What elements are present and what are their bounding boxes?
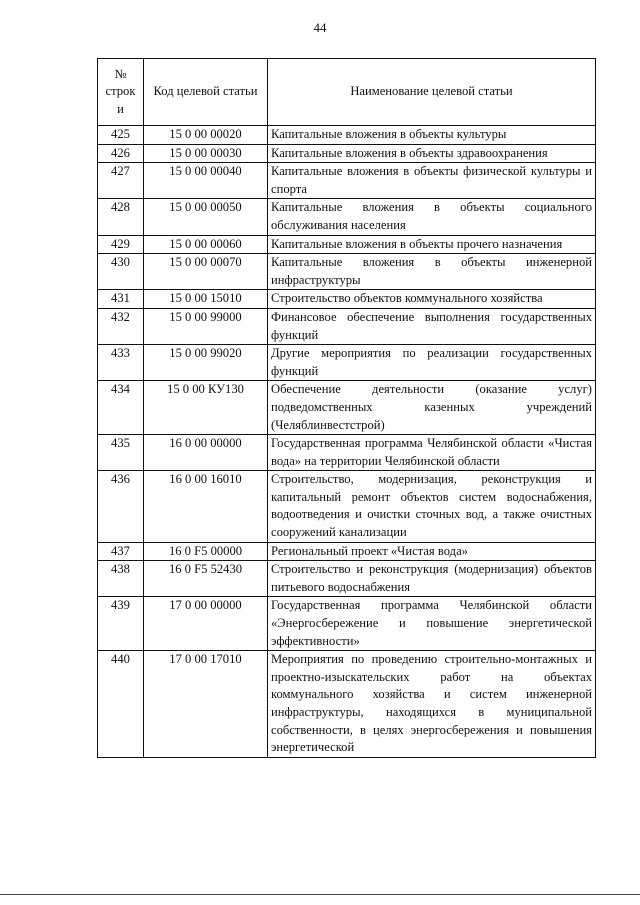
row-number-cell: 434 [98, 381, 144, 435]
row-number-cell: 427 [98, 163, 144, 199]
table-row [98, 144, 596, 163]
name-cell: Капитальные вложения в объекты культуры [268, 126, 596, 145]
code-cell: 15 0 00 КУ130 [144, 381, 268, 435]
name-cell: Капитальные вложения в объекты прочего назначения [268, 235, 596, 254]
table-row [98, 381, 596, 435]
row-number-cell: 435 [98, 435, 144, 471]
table-row [98, 651, 596, 758]
header-name: Наименование целевой статьи [268, 59, 596, 126]
name-cell: Государственная программа Челябинской области «Чистая вода» на территории Челябинской области [268, 435, 596, 471]
row-number-cell: 432 [98, 308, 144, 344]
table-row [98, 199, 596, 235]
name-cell: Капитальные вложения в объекты здравоохранения [268, 144, 596, 163]
row-number-cell: 425 [98, 126, 144, 145]
page-number: 44 [313, 20, 327, 35]
code-cell: 15 0 00 00030 [144, 144, 268, 163]
code-cell: 17 0 00 00000 [144, 597, 268, 651]
table-row [98, 471, 596, 542]
header-row-number: № строк и [98, 59, 144, 126]
name-cell: Строительство объектов коммунального хозяйства [268, 290, 596, 309]
table-row [98, 163, 596, 199]
header-code: Код целевой статьи [144, 59, 268, 126]
name-cell: Капитальные вложения в объекты социального обслуживания населения [268, 199, 596, 235]
name-cell: Строительство и реконструкция (модернизация) объектов питьевого водоснабжения [268, 561, 596, 597]
row-number-cell: 439 [98, 597, 144, 651]
row-number-cell: 430 [98, 254, 144, 290]
table-row [98, 290, 596, 309]
code-cell: 15 0 00 99000 [144, 308, 268, 344]
table-row [98, 345, 596, 381]
code-cell: 15 0 00 00020 [144, 126, 268, 145]
row-number-cell: 440 [98, 651, 144, 758]
name-cell: Строительство, модернизация, реконструкция и капитальный ремонт объектов систем водоснабжения, водоотведения и очистки сточных вод, а также очистных сооружений канализации [268, 471, 596, 542]
name-cell: Капитальные вложения в объекты физической культуры и спорта [268, 163, 596, 199]
name-cell: Мероприятия по проведению строительно-монтажных и проектно-изыскательских работ на объектах коммунального хозяйства и систем инженерной инфраструктуры, находящихся в муниципальной собственности, в целях энергосбережения и повышения энергетической [268, 651, 596, 758]
row-number-cell: 436 [98, 471, 144, 542]
row-number-cell: 433 [98, 345, 144, 381]
code-cell: 16 0 F5 00000 [144, 542, 268, 561]
table-row [98, 561, 596, 597]
code-cell: 15 0 00 00040 [144, 163, 268, 199]
table-row [98, 435, 596, 471]
code-cell: 15 0 00 00060 [144, 235, 268, 254]
row-number-cell: 431 [98, 290, 144, 309]
code-cell: 15 0 00 99020 [144, 345, 268, 381]
row-number-cell: 429 [98, 235, 144, 254]
name-cell: Обеспечение деятельности (оказание услуг) подведомственных казенных учреждений (Челяблинвестстрой) [268, 381, 596, 435]
name-cell: Региональный проект «Чистая вода» [268, 542, 596, 561]
code-cell: 16 0 00 16010 [144, 471, 268, 542]
code-cell: 15 0 00 00050 [144, 199, 268, 235]
code-cell: 16 0 F5 52430 [144, 561, 268, 597]
code-cell: 16 0 00 00000 [144, 435, 268, 471]
table-row [98, 235, 596, 254]
code-cell: 17 0 00 17010 [144, 651, 268, 758]
code-cell: 15 0 00 00070 [144, 254, 268, 290]
row-number-cell: 438 [98, 561, 144, 597]
name-cell: Другие мероприятия по реализации государственных функций [268, 345, 596, 381]
table-row [98, 542, 596, 561]
table-header-row [98, 59, 596, 126]
code-cell: 15 0 00 15010 [144, 290, 268, 309]
table-row [98, 597, 596, 651]
row-number-cell: 437 [98, 542, 144, 561]
name-cell: Капитальные вложения в объекты инженерной инфраструктуры [268, 254, 596, 290]
bottom-scan-line [0, 894, 640, 895]
row-number-cell: 426 [98, 144, 144, 163]
name-cell: Государственная программа Челябинской области «Энергосбережение и повышение энергетической эффективности» [268, 597, 596, 651]
table-row [98, 126, 596, 145]
name-cell: Финансовое обеспечение выполнения государственных функций [268, 308, 596, 344]
table-row [98, 254, 596, 290]
target-articles-table [97, 58, 596, 758]
row-number-cell: 428 [98, 199, 144, 235]
table-row [98, 308, 596, 344]
